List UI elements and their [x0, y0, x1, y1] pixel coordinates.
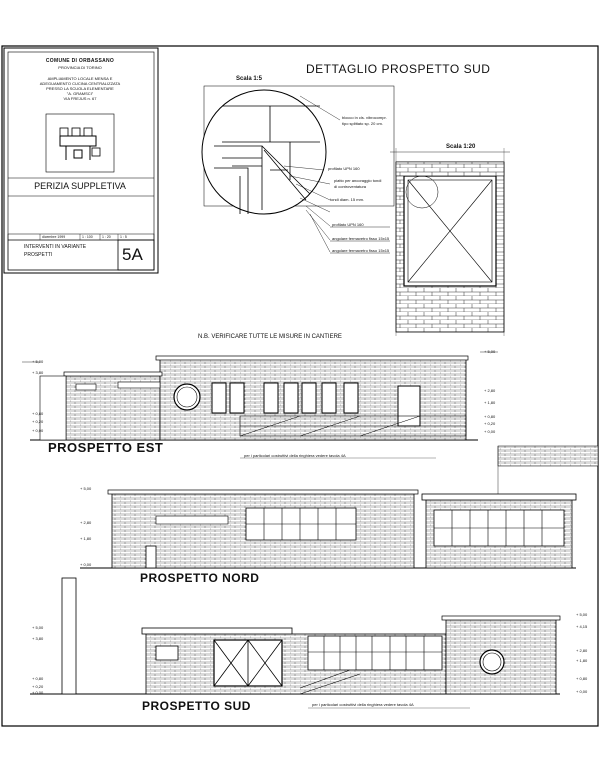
project-line-5: VIA FREJUS n. 67 — [63, 96, 97, 101]
meta-scale-3: 1 : 5 — [120, 235, 127, 239]
sud-level-left-4: + 0,20 — [32, 684, 44, 689]
sud-level-right-1: + 5,00 — [576, 612, 588, 617]
est-level-left-5: + 0,00 — [32, 428, 44, 433]
est-level-right-4: + 0,80 — [484, 414, 496, 419]
callout-5: di controventatura — [334, 184, 367, 189]
callout-8: angolare fermavetro fisso 15x15 — [332, 236, 390, 241]
est-level-left-3: + 0,80 — [32, 411, 44, 416]
municipality-name: COMUNE DI ORBASSANO — [45, 58, 115, 64]
site-note: N.B. VERIFICARE TUTTE LE MISURE IN CANTIERE — [198, 334, 342, 340]
nord-level-4: + 0,00 — [80, 562, 92, 567]
sud-level-right-6: + 0,00 — [576, 689, 588, 694]
project-line-1: AMPLIAMENTO LOCALE MENSA E — [47, 76, 113, 81]
detail-scale-large: Scala 1:20 — [446, 144, 476, 150]
callout-3: profilato UPN 160 — [328, 166, 360, 171]
nord-level-2: + 2,80 — [80, 520, 92, 525]
callout-1: blocco in cls. vibrocompr. — [342, 115, 387, 120]
est-level-left-2: + 3,80 — [32, 370, 44, 375]
sud-level-right-3: + 2,80 — [576, 648, 588, 653]
project-line-3: PRESSO LA SCUOLA ELEMENTARE — [46, 86, 114, 91]
document-type: PERIZIA SUPPLETIVA — [34, 181, 126, 191]
nord-level-3: + 1,80 — [80, 536, 92, 541]
elevation-nord — [80, 490, 576, 568]
est-level-left-1: + 5,00 — [32, 359, 44, 364]
elevation-sud — [30, 578, 560, 708]
callout-2: tipo splittato sp. 20 cm. — [342, 121, 383, 126]
sud-level-left-2: + 3,80 — [32, 636, 44, 641]
sud-level-left-1: + 5,00 — [32, 625, 44, 630]
detail-scale-small: Scala 1:5 — [236, 76, 263, 82]
est-level-left-4: + 0,20 — [32, 419, 44, 424]
sud-level-right-5: + 0,80 — [576, 676, 588, 681]
est-level-right-2: + 2,80 — [484, 388, 496, 393]
est-level-right-5: + 0,20 — [484, 421, 496, 426]
est-level-right-6: + 0,00 — [484, 429, 496, 434]
est-level-right-3: + 1,80 — [484, 400, 496, 405]
callout-9: angolare fermavetro fisso 15x15 — [332, 248, 390, 253]
meta-scale-1: 1 : 100 — [82, 235, 93, 239]
meta-scale-2: 1 : 20 — [102, 235, 111, 239]
elevation-nord-title: PROSPETTO NORD — [140, 571, 260, 585]
est-level-right-1: + 5,00 — [484, 349, 496, 354]
meta-date: dicembre 1999 — [42, 235, 66, 239]
project-line-2: ADEGUAMENTO CUCINA CENTRALIZZATA — [39, 81, 121, 86]
sud-level-left-5: + 0,00 — [32, 690, 44, 695]
project-line-4: "A. GRAMSCI" — [66, 91, 94, 96]
elevation-sud-title: PROSPETTO SUD — [142, 699, 251, 713]
elevation-est-title: PROSPETTO EST — [48, 440, 164, 455]
callout-4: piatto per ancoraggio tondi — [334, 178, 382, 183]
elevation-est-note: per i particolari costruttivi della ringhiera vedere tavola 4A — [244, 453, 346, 458]
callout-7: profilato UPN 160 — [332, 222, 364, 227]
nord-level-1: + 5,00 — [80, 486, 92, 491]
sheet-number: 5A — [122, 245, 143, 264]
elevation-sud-note: per i particolari costruttivi della ringhiera vedere tavola 4A — [312, 702, 414, 707]
callout-6: tondi diam. 15 mm. — [330, 197, 365, 202]
province-name: PROVINCIA DI TORINO — [58, 65, 102, 70]
detail-title: DETTAGLIO PROSPETTO SUD — [306, 62, 491, 76]
sud-level-right-4: + 1,80 — [576, 658, 588, 663]
sheet-description-1: INTERVENTI IN VARIANTE — [24, 244, 87, 250]
sheet-description-2: PROSPETTI — [24, 252, 53, 258]
sud-level-left-3: + 0,80 — [32, 676, 44, 681]
sud-level-right-2: + 4,15 — [576, 624, 588, 629]
